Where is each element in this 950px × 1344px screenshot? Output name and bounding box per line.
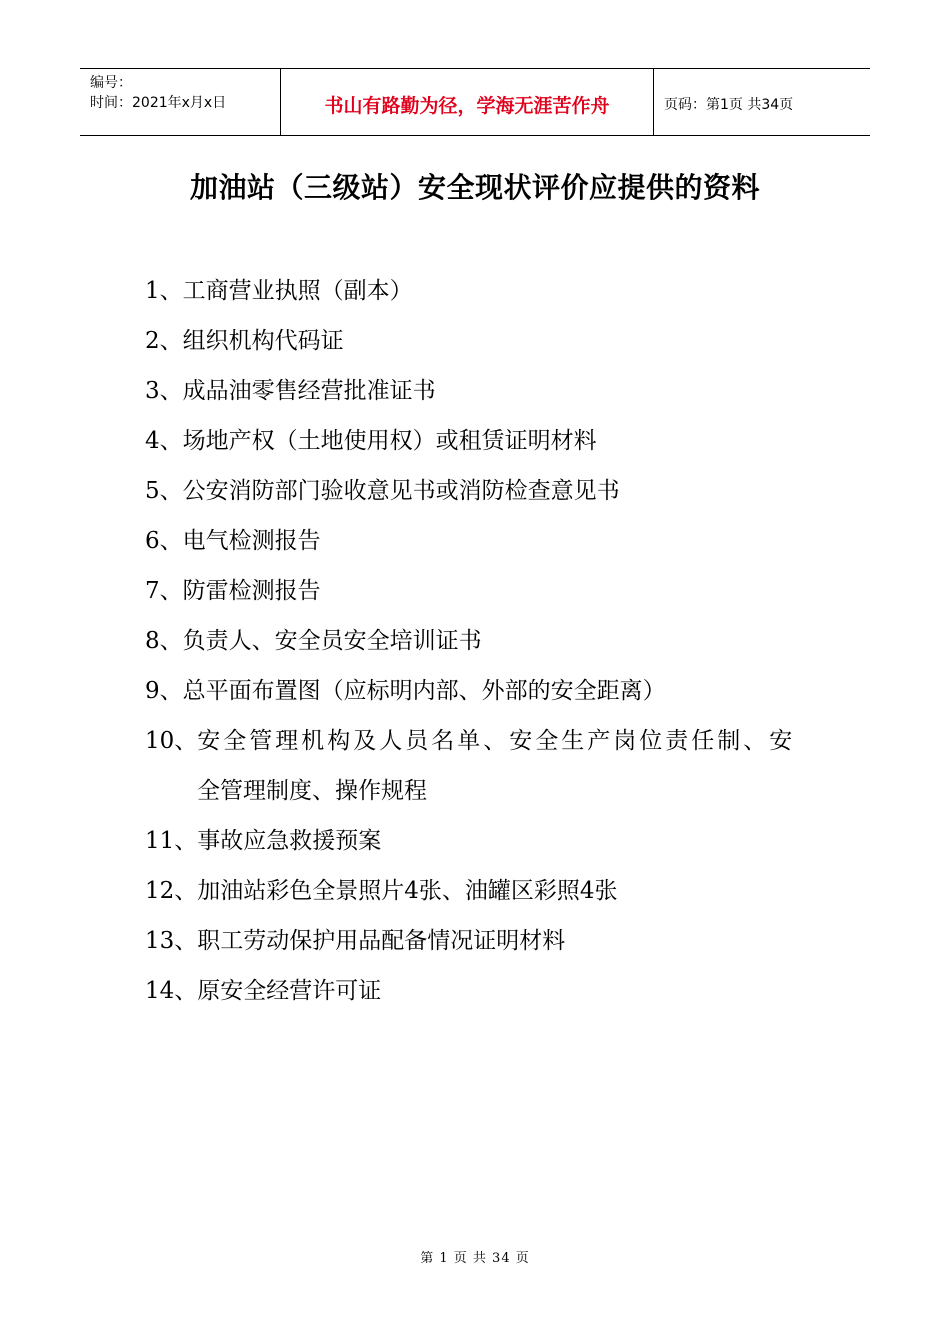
list-item: [145, 966, 825, 1016]
item-text: 安全管理机构及人员名单、安全生产岗位责任制、安: [197, 728, 796, 754]
list-item: [145, 916, 825, 966]
list-item: [145, 266, 825, 316]
list-item: [145, 416, 825, 466]
list-item: [145, 666, 825, 716]
item-text: 职工劳动保护用品配备情况证明材料: [197, 928, 566, 954]
item-text-continuation: 全管理制度、操作规程: [197, 778, 427, 804]
list-item: [145, 566, 825, 616]
list-item: [145, 816, 825, 866]
item-number: 8、: [145, 628, 183, 654]
item-text: 公安消防部门验收意见书或消防检查意见书: [182, 478, 620, 504]
header-page-cell: [654, 69, 870, 135]
page-info: 页码：第1页 共34页: [664, 97, 794, 113]
item-number: 12、: [145, 878, 198, 904]
header-motto-cell: [281, 69, 654, 135]
page-footer: 第 1 页 共 34 页: [420, 1251, 530, 1266]
item-number: 13、: [145, 928, 198, 954]
item-number: 4、: [145, 428, 183, 454]
item-text: 原安全经营许可证: [197, 978, 382, 1004]
item-number: 6、: [145, 528, 183, 554]
item-number: 11、: [145, 828, 198, 854]
list-item: [145, 366, 825, 416]
item-text: 事故应急救援预案: [197, 828, 382, 854]
item-number: 7、: [145, 578, 183, 604]
document-title: 加油站（三级站）安全现状评价应提供的资料: [189, 171, 760, 204]
item-text: 防雷检测报告: [182, 578, 321, 604]
item-text: 负责人、安全员安全培训证书: [182, 628, 482, 654]
item-number: 10、: [145, 728, 198, 754]
item-text: 成品油零售经营批准证书: [182, 378, 436, 404]
list-item: [145, 716, 825, 816]
item-number: 2、: [145, 328, 183, 354]
item-number: 5、: [145, 478, 183, 504]
item-number: 3、: [145, 378, 183, 404]
item-text: 加油站彩色全景照片4张、油罐区彩照4张: [197, 878, 618, 904]
item-text: 组织机构代码证: [182, 328, 344, 354]
list-item: [145, 316, 825, 366]
motto-text: 书山有路勤为径，学海无涯苦作舟: [324, 94, 610, 117]
time-label: 时间：2021年x月x日: [90, 95, 227, 111]
item-text: 总平面布置图（应标明内部、外部的安全距离）: [182, 678, 666, 704]
list-item: [145, 516, 825, 566]
header-table: [80, 68, 870, 136]
item-text: 电气检测报告: [182, 528, 321, 554]
item-number: 14、: [145, 978, 198, 1004]
item-number: 1、: [145, 278, 183, 304]
item-number: 9、: [145, 678, 183, 704]
number-label: 编号：: [90, 75, 132, 91]
materials-list: [145, 266, 825, 1016]
item-text: 场地产权（土地使用权）或租赁证明材料: [182, 428, 597, 454]
item-text: 工商营业执照（副本）: [182, 278, 413, 304]
header-meta-cell: [80, 69, 281, 135]
list-item: [145, 616, 825, 666]
list-item: [145, 466, 825, 516]
list-item: [145, 866, 825, 916]
